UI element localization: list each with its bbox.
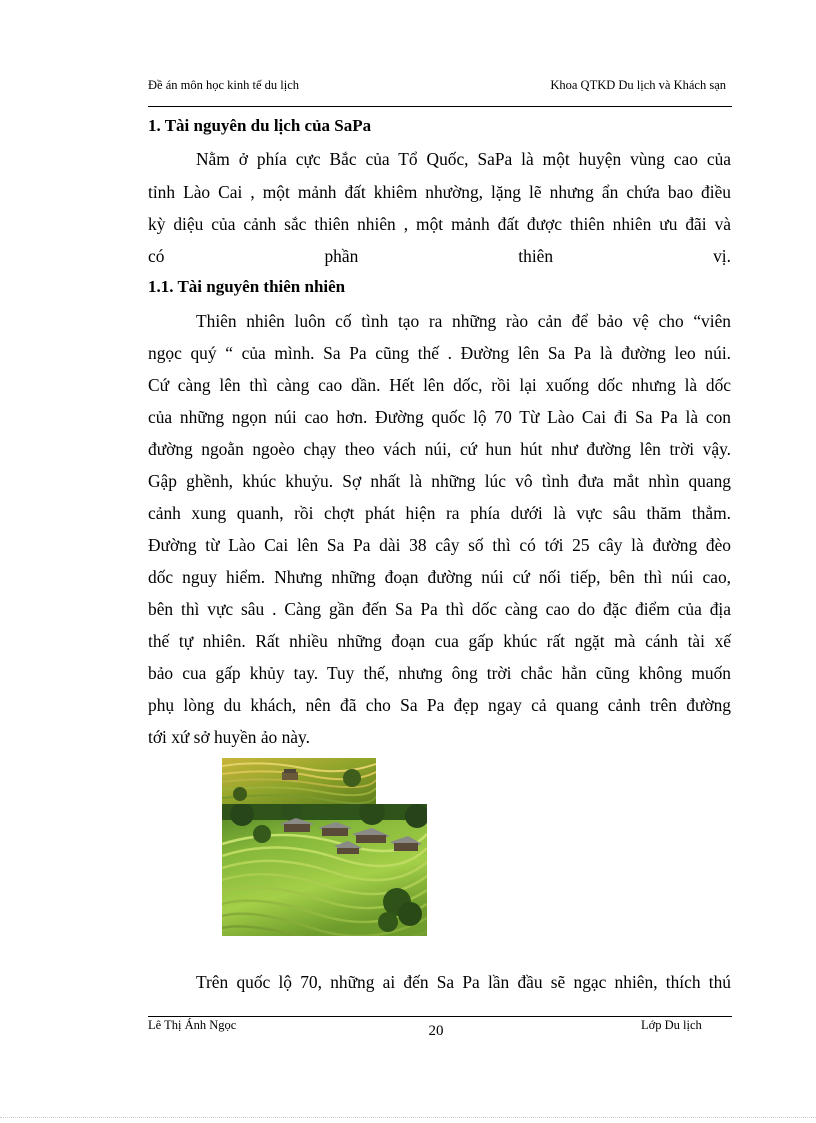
terrace-village-photo xyxy=(222,804,427,936)
subsection-heading: 1.1. Tài nguyên thiên nhiên xyxy=(148,277,346,296)
footer-author: Lê Thị Ánh Ngọc xyxy=(148,1018,237,1032)
terrace-photo-small xyxy=(222,758,376,804)
subsection-paragraph-line: của những ngọn núi cao hơn. Đường quốc lộ 70 Từ Lào Cai đi Sa Pa là con xyxy=(148,407,731,427)
header-rule xyxy=(148,106,732,107)
subsection-paragraph-line: phụ lòng du khách, nên đã cho Sa Pa đẹp ngay cả quang cảnh trên đường xyxy=(148,695,731,715)
section-paragraph-line: có phần thiên vị. xyxy=(148,246,731,266)
terrace-village-photo-graphic xyxy=(222,804,427,936)
page-header xyxy=(148,78,732,92)
terrace-photo-small-graphic xyxy=(222,758,376,804)
section-paragraph-line: tỉnh Lào Cai , một mảnh đất khiêm nhường, lặng lẽ nhưng ẩn chứa bao điều xyxy=(148,182,731,202)
footer-rule xyxy=(148,1016,732,1017)
footer-class: Lớp Du lịch xyxy=(641,1018,702,1032)
subsection-paragraph-line: ngọc quý “ của mình. Sa Pa cũng thế . Đường lên Sa Pa là đường leo núi. xyxy=(148,343,731,363)
subsection-paragraph-line: Cứ càng lên thì càng cao dần. Hết lên dốc, rồi lại xuống dốc nhưng là dốc xyxy=(148,375,731,395)
subsection-paragraph-line: Gập ghềnh, khúc khuỷu. Sợ nhất là những lúc vô tình đưa mắt nhìn quang xyxy=(148,471,731,491)
section-heading: 1. Tài nguyên du lịch của SaPa xyxy=(148,116,372,135)
subsection-paragraph-line: bên thì vực sâu . Càng gần đến Sa Pa thì dốc càng cao do đặc điểm của địa xyxy=(148,599,731,619)
subsection-paragraph-line: cảnh xung quanh, rồi chợt phát hiện ra phía dưới là vực sâu thăm thẳm. xyxy=(148,503,731,523)
page-number: 20 xyxy=(428,1023,444,1039)
subsection-paragraph-line: đường ngoằn ngoèo chạy theo vách núi, cứ hun hút như đường lên trời vậy. xyxy=(148,439,731,459)
subsection-paragraph-line: Đường từ Lào Cai lên Sa Pa dài 38 cây số thì có tới 25 cây là đường đèo xyxy=(148,535,731,555)
header-course-title: Đề án môn học kinh tế du lịch xyxy=(148,78,300,92)
subsection-paragraph-line: Thiên nhiên luôn cố tình tạo ra những rào cản để bảo vệ cho “viên xyxy=(196,311,731,331)
subsection-paragraph-line: bảo cua gấp khủy tay. Tuy thế, nhưng ông trời chắc hẳn cũng không muốn xyxy=(148,663,731,683)
next-paragraph-line: Trên quốc lộ 70, những ai đến Sa Pa lần đầu sẽ ngạc nhiên, thích thú xyxy=(196,972,731,992)
header-faculty: Khoa QTKD Du lịch và Khách sạn xyxy=(550,78,726,92)
section-paragraph-line: Nằm ở phía cực Bắc của Tổ Quốc, SaPa là một huyện vùng cao của xyxy=(196,149,731,169)
subsection-paragraph-line: dốc nguy hiểm. Nhưng những đoạn đường núi cứ nối tiếp, bên thì núi cao, xyxy=(148,567,731,587)
subsection-paragraph-line: tới xứ sở huyền ảo này. xyxy=(148,727,310,747)
section-paragraph-line: kỳ diệu của cảnh sắc thiên nhiên , một mảnh đất được thiên nhiên ưu đãi và xyxy=(148,214,731,234)
subsection-paragraph-line: thế tự nhiên. Rất nhiều những đoạn cua gấp khúc rất ngặt mà cánh tài xế xyxy=(148,631,731,651)
page-bottom-edge xyxy=(0,1117,816,1118)
